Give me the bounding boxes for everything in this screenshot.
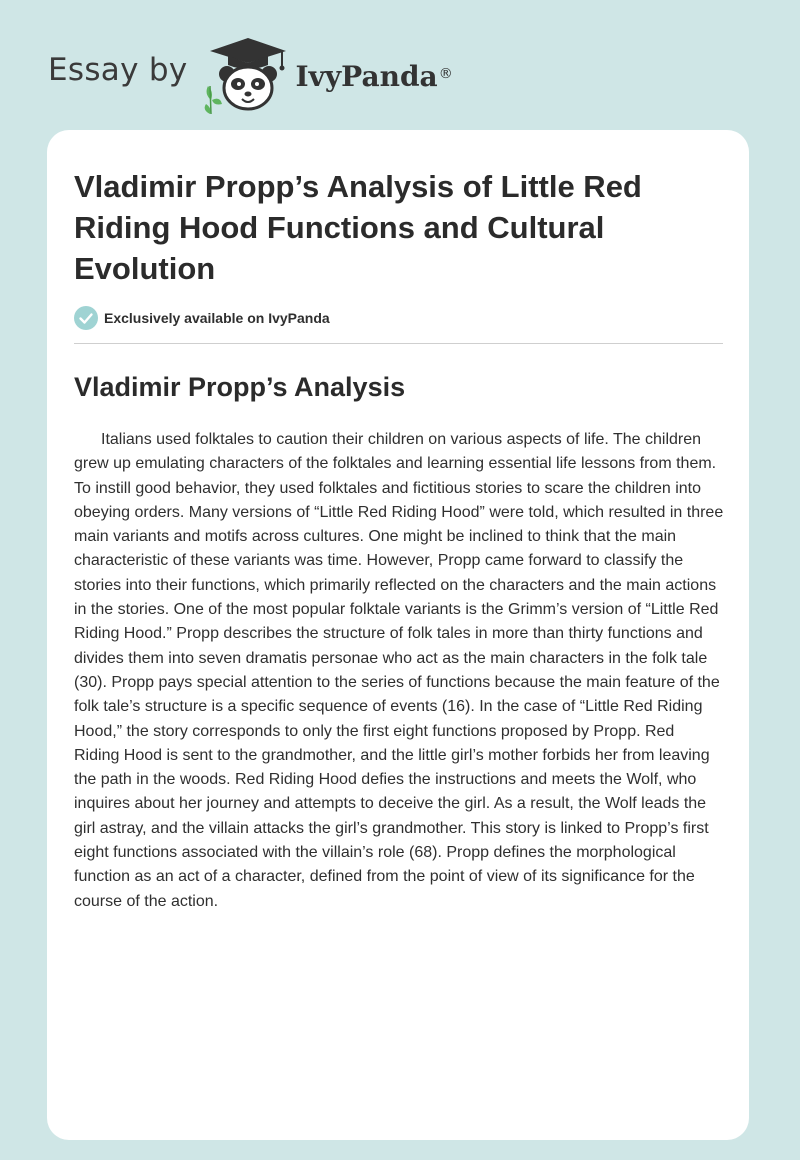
section-heading: Vladimir Propp’s Analysis <box>74 372 406 402</box>
badge-text: Exclusively available on IvyPanda <box>104 310 330 326</box>
brand-prefix: Essay by <box>48 52 188 88</box>
panda-graduate-icon <box>202 34 290 114</box>
exclusive-badge <box>74 305 723 331</box>
essay-title: Vladimir Propp’s Analysis of Little Red Riding Hood Functions and Cultural Evolution <box>74 169 642 286</box>
brand-header <box>48 34 453 114</box>
essay-card <box>47 130 749 1140</box>
body-paragraph: Italians used folktales to caution their children on various aspects of life. The children grew up emulating characters of the folktales and learning essential life lessons from them. To instill good behavior, they used folktales and fictitious stories to scare the children into obeying orders. Many versions of “Little Red Riding Hood” were told, which resulted in three main variants and motifs across cultures. One might be inclined to think that the main characteristic of these variants was time. However, Propp came forward to classify the stories into their functions, which primarily reflected on the characters and the main actions in the stories. One of the most popular folktale variants is the Grimm’s version of “Little Red Riding Hood.” Propp describes the structure of folk tales in more than thirty functions and divides them into seven dramatis personae who act as the main characters in the folk tale (30). Propp pays special attention to the series of functions because the main feature of the folk tale’s structure is a specific sequence of events (16). In the case of “Little Red Riding Hood,” the story corresponds to only the first eight functions proposed by Propp. Red Riding Hood is sent to the grandmother, and the little girl’s mother forbids her from leaving the path in the woods. Red Riding Hood defies the instructions and meets the Wolf, who inquires about her journey and attempts to deceive the girl. As a result, the Wolf leads the girl astray, and the villain attacks the girl’s grandmother. This story is linked to Propp’s first eight functions associated with the villain’s role (68). Propp defines the morphological function as an act of a character, defined from the point of view of its significance for the course of the action. <box>74 431 724 910</box>
registered-mark: ® <box>438 66 453 82</box>
check-circle-icon <box>74 306 98 330</box>
divider <box>74 343 723 344</box>
brand-name: IvyPanda <box>295 59 438 93</box>
